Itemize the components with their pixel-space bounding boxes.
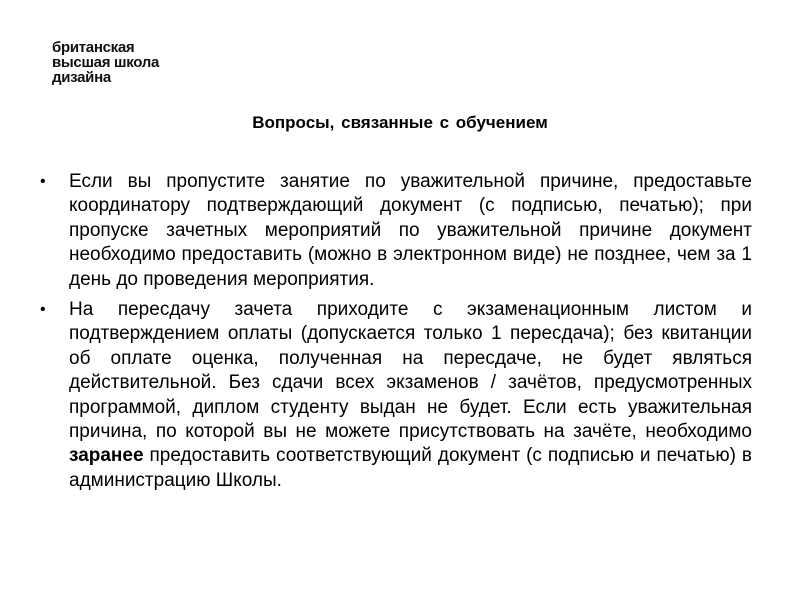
bullet-icon: • <box>40 301 46 319</box>
list-item-text-part: предоставить соответствующий документ (с подписью и печатью) в администрацию Школы. <box>69 445 752 491</box>
logo <box>52 40 159 85</box>
logo-line-1: британская <box>52 39 135 56</box>
logo-line-3: дизайна <box>52 69 111 86</box>
bullet-icon: • <box>40 173 46 190</box>
list-item <box>40 170 752 292</box>
list-item-text <box>69 299 752 491</box>
emphasis-text: заранее <box>69 445 144 467</box>
logo-line-2: высшая школа <box>52 54 160 71</box>
page-title: Вопросы, связанные с обучением <box>252 113 548 132</box>
list-item-text-part: На пересдачу зачета приходите с экзаменационным листом и подтверждением оплаты (допускается только 1 пересдача); без квитанции об оплате оценка, полученная на пересдаче, не будет являться действительной. Без сдачи всех экзаменов / зачётов, предусмотренных программой, диплом студенту выдан не будет. Если есть уважительная причина, по которой вы не можете присутствовать на зачёте, необходимо <box>69 299 752 443</box>
list-item <box>40 298 752 493</box>
bullet-list <box>40 170 752 499</box>
list-item-text: Если вы пропустите занятие по уважительной причине, предоставьте координатору подтверждающий документ (с подписью, печатью); при пропуске зачетных мероприятий по уважительной причине документ необходимо предоставить (можно в электронном виде) не позднее, чем за 1 день до проведения мероприятия. <box>69 171 752 290</box>
